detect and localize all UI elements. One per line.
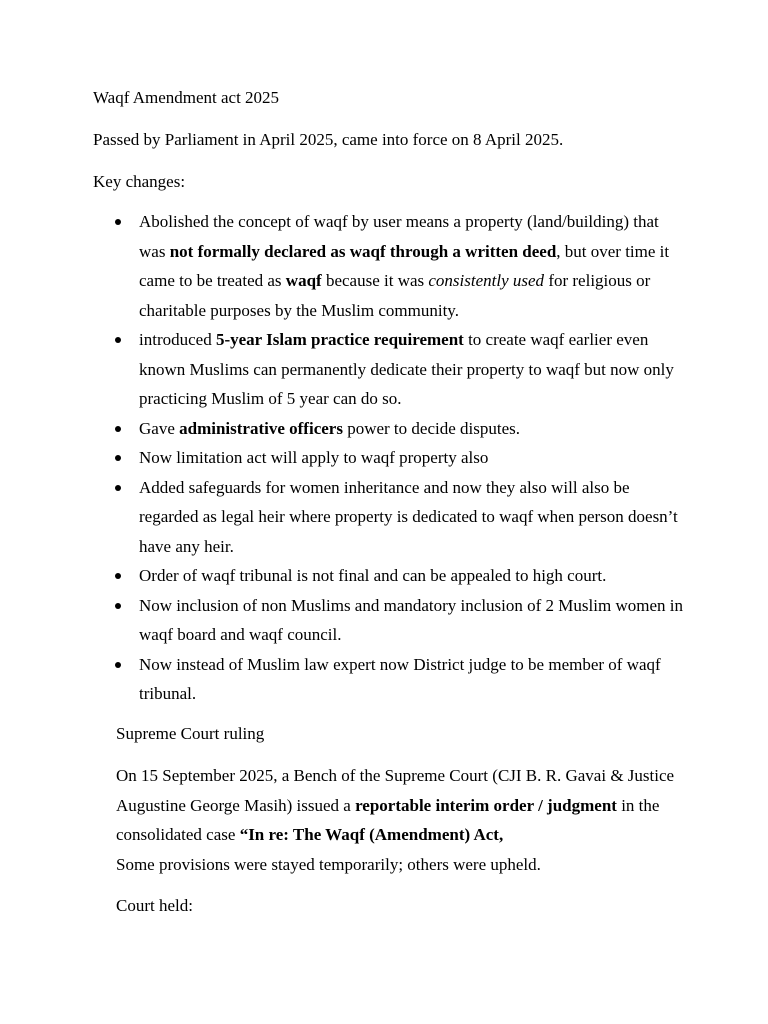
list-item: Added safeguards for women inheritance and now they also will also be regarded as legal heir where property is dedicated to waqf when person doesn’t have any heir. bbox=[0, 473, 684, 562]
bullet-icon bbox=[115, 485, 121, 491]
intro-paragraph: Passed by Parliament in April 2025, came into force on 8 April 2025. bbox=[93, 130, 564, 149]
key-changes-list bbox=[0, 207, 768, 709]
bullet-icon bbox=[115, 603, 121, 609]
supreme-court-heading: Supreme Court ruling bbox=[116, 724, 265, 743]
list-item: Abolished the concept of waqf by user means a property (land/building) that was not formally declared as waqf through a written deed, but over time it came to be treated as waqf because it was consistently used for religious or charitable purposes by the Muslim community. bbox=[0, 207, 684, 325]
list-item: Now instead of Muslim law expert now District judge to be member of waqf tribunal. bbox=[0, 650, 684, 709]
list-item: Gave administrative officers power to decide disputes. bbox=[0, 414, 684, 444]
key-changes-heading: Key changes: bbox=[93, 172, 186, 191]
list-item: Now inclusion of non Muslims and mandatory inclusion of 2 Muslim women in waqf board and waqf council. bbox=[0, 591, 684, 650]
bullet-icon bbox=[115, 662, 121, 668]
bullet-icon bbox=[115, 455, 121, 461]
bullet-icon bbox=[115, 573, 121, 579]
list-item: Order of waqf tribunal is not final and can be appealed to high court. bbox=[0, 561, 684, 591]
bullet-icon bbox=[115, 219, 121, 225]
supreme-court-paragraph: On 15 September 2025, a Bench of the Supreme Court (CJI B. R. Gavai & Justice Augustine George Masih) issued a reportable interim order / judgment in the consolidated case “In re: The Waqf (Amendment) Act, Some provisions were stayed temporarily; others were upheld. bbox=[116, 766, 675, 874]
list-item: introduced 5-year Islam practice requirement to create waqf earlier even known Muslims can permanently dedicate their property to waqf but now only practicing Muslim of 5 year can do so. bbox=[0, 325, 684, 414]
bullet-icon bbox=[115, 426, 121, 432]
list-item: Now limitation act will apply to waqf property also bbox=[0, 443, 684, 473]
court-held-heading: Court held: bbox=[116, 896, 193, 915]
bullet-icon bbox=[115, 337, 121, 343]
document-title: Waqf Amendment act 2025 bbox=[93, 88, 280, 107]
